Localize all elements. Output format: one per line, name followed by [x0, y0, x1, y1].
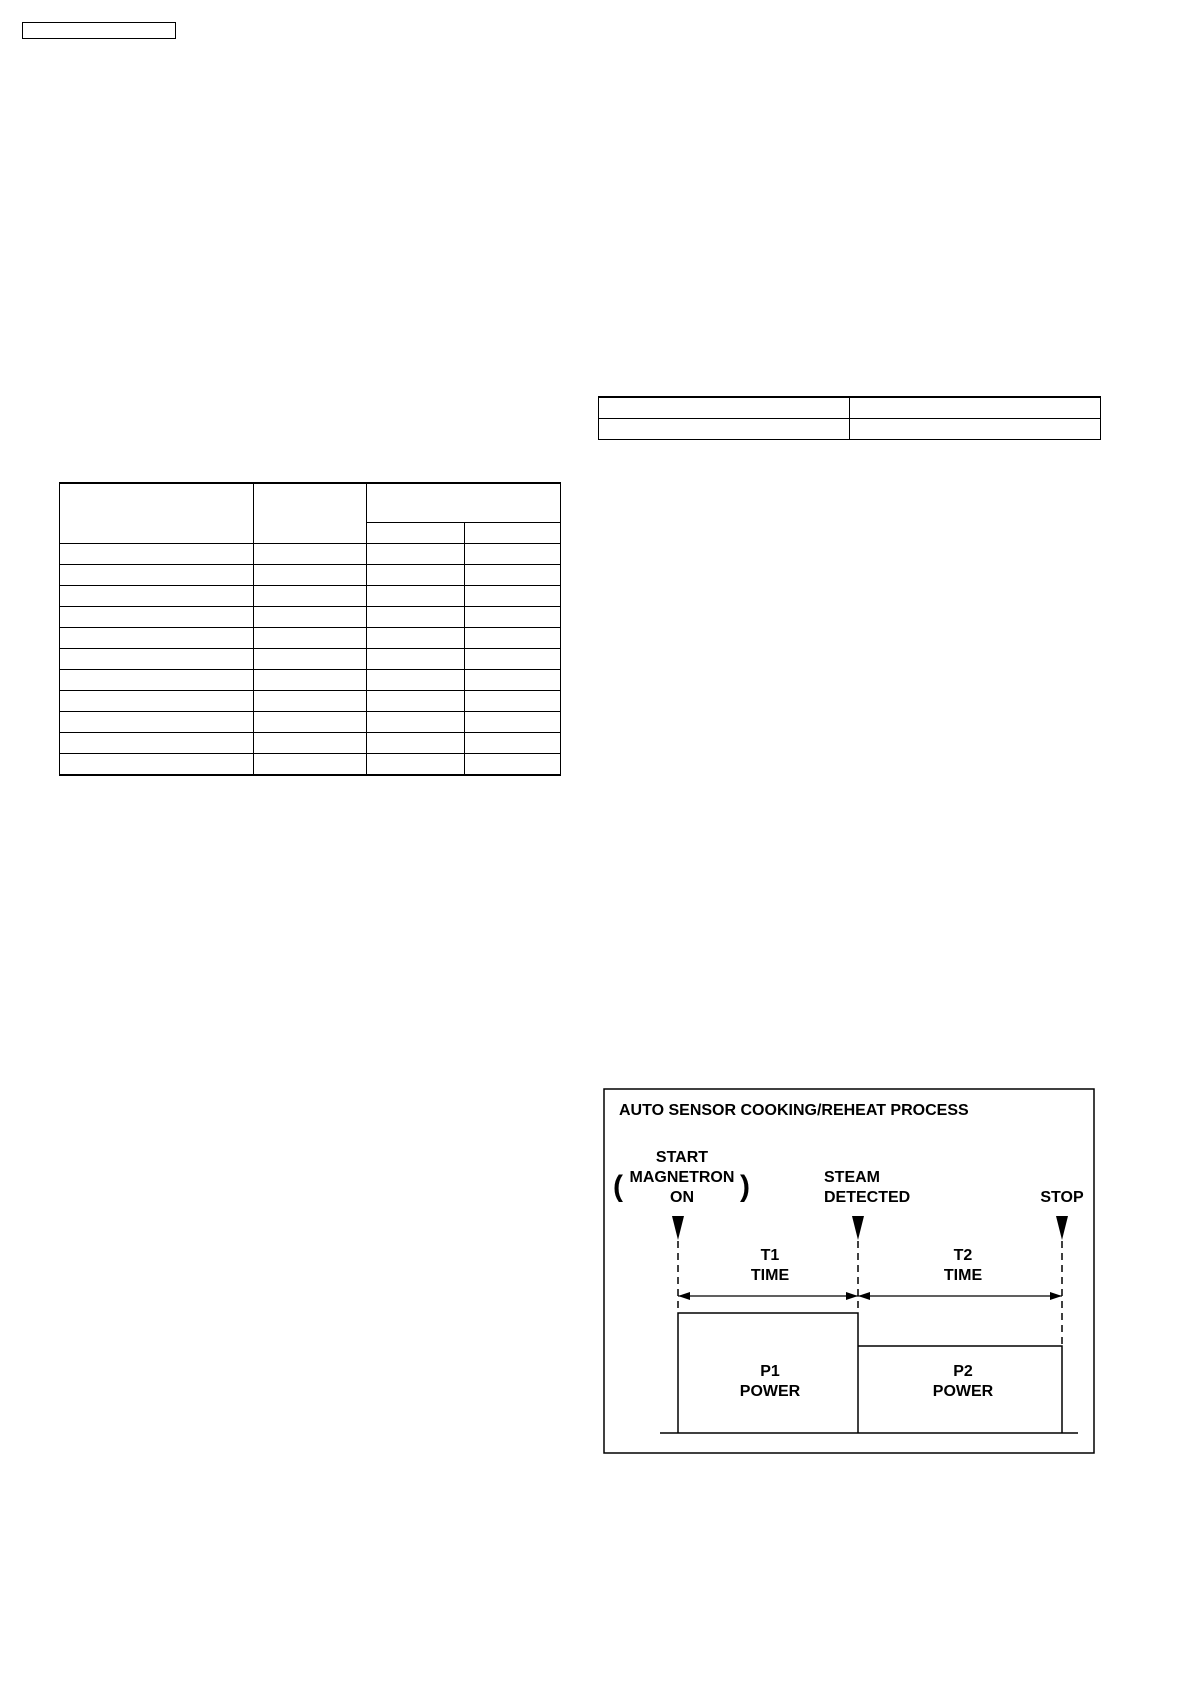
- t1-label-line1: T1: [760, 1247, 780, 1264]
- steam-label-line1: STEAM: [824, 1169, 880, 1186]
- table-row: [60, 670, 561, 691]
- page-header-box: [22, 22, 176, 39]
- table-row: [599, 397, 1101, 419]
- table-row: [60, 649, 561, 670]
- t1-arrow-left-icon: [678, 1292, 690, 1300]
- table-row: [60, 586, 561, 607]
- paren-open: (: [613, 1170, 623, 1203]
- table-row: [60, 754, 561, 776]
- table-header-row: [60, 483, 561, 523]
- steam-marker-icon: [852, 1216, 864, 1240]
- right-table: [598, 396, 1101, 440]
- table-row: [60, 544, 561, 565]
- table-row: [60, 607, 561, 628]
- table-row: [599, 419, 1101, 440]
- table-row: [60, 712, 561, 733]
- start-label-line1: START: [655, 1149, 709, 1166]
- diagram-title: AUTO SENSOR COOKING/REHEAT PROCESS: [619, 1102, 969, 1119]
- p2-label-line1: P2: [953, 1363, 973, 1380]
- table-row: [60, 565, 561, 586]
- process-diagram: [603, 1088, 1095, 1456]
- paren-close: ): [740, 1170, 750, 1203]
- p2-label-line2: POWER: [932, 1383, 994, 1400]
- t2-label-line2: TIME: [943, 1267, 983, 1284]
- t2-arrow-right-icon: [1050, 1292, 1062, 1300]
- t1-label-line2: TIME: [750, 1267, 790, 1284]
- t2-arrow-left-icon: [858, 1292, 870, 1300]
- table-row: [60, 691, 561, 712]
- start-marker-icon: [672, 1216, 684, 1240]
- t1-arrow-right-icon: [846, 1292, 858, 1300]
- steam-label-line2: DETECTED: [824, 1189, 911, 1206]
- p1-label-line2: POWER: [739, 1383, 801, 1400]
- start-label-line2: MAGNETRON: [629, 1169, 735, 1186]
- p1-label-line1: P1: [760, 1363, 780, 1380]
- table-row: [60, 733, 561, 754]
- table-row: [60, 628, 561, 649]
- stop-label: STOP: [1040, 1189, 1084, 1206]
- t2-label-line1: T2: [953, 1247, 973, 1264]
- start-label-line3: ON: [670, 1189, 694, 1206]
- stop-marker-icon: [1056, 1216, 1068, 1240]
- left-table: [59, 482, 561, 776]
